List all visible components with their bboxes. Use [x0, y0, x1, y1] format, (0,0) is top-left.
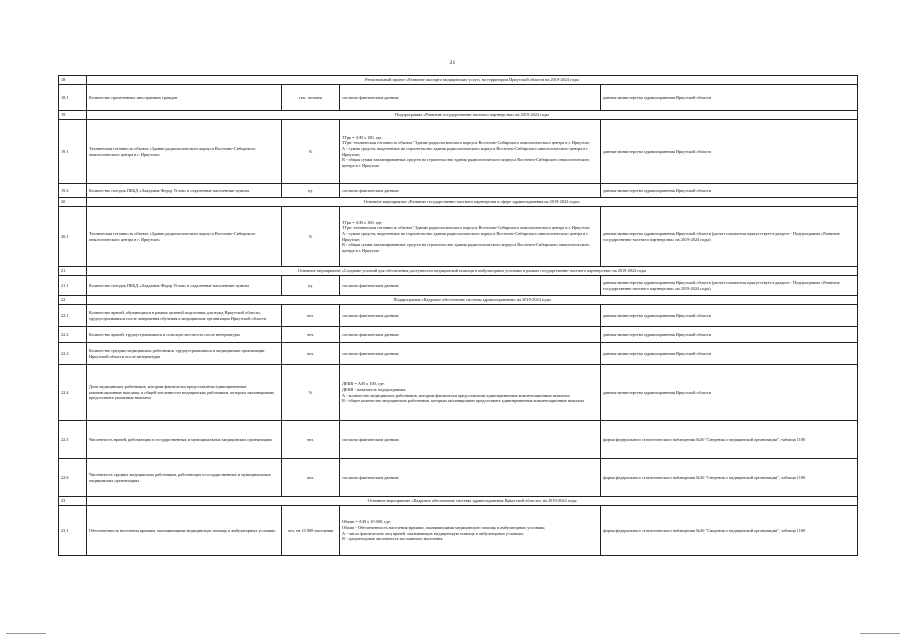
indicator-name: Численность средних медицинских работников, работающих в государственных и муниципальных медицинских организациях: [87, 459, 282, 497]
formula-line: ТГрк- техническая готовность объекта "Здание радиологического корпуса Восточно-Сибирского онкологического центра в г. Иркутске;: [342, 140, 591, 146]
formula-line: согласно фактическим данным: [342, 312, 399, 318]
formula-line: согласно фактическим данным: [342, 94, 399, 100]
unit-of-measure: чел.: [282, 305, 340, 327]
indicator-name: Количество пролеченных иностранных граждан: [87, 85, 282, 111]
indicator-table: [58, 75, 858, 556]
section-row: [59, 296, 858, 305]
data-source: форма федерального статистического наблюдения №30 "Сведения о медицинской организации", таблица 1100: [601, 506, 858, 556]
row-number: 19.2: [59, 184, 87, 198]
formula-line: Обамп - Обеспеченность населения врачами, оказывающими медицинскую помощь в амбулаторных условиях;: [342, 524, 546, 530]
page-number: 21: [449, 60, 456, 66]
section-title: Подпрограмма «Кадровое обеспечение системы здравоохранения» на 2019-2024 годы: [87, 296, 858, 305]
indicator-name: Количество поездок ПКБД «Академик Федор Углов» в отдаленные населенные пункты: [87, 276, 282, 296]
formula-line: согласно фактическим данным: [342, 282, 399, 288]
indicator-row: [59, 421, 858, 459]
section-row: [59, 497, 858, 506]
calculation-method: [340, 207, 601, 267]
section-title: Региональный проект «Развитие экспорта медицинских услуг» на территории Иркутской области на 2019-2024 годы: [87, 76, 858, 85]
row-number: 21.1: [59, 276, 87, 296]
formula-line: согласно фактическим данным: [342, 350, 399, 356]
row-number: 18.1: [59, 85, 87, 111]
section-row: [59, 76, 858, 85]
row-number: 21: [59, 267, 87, 276]
calculation-method: [340, 506, 601, 556]
indicator-row: [59, 305, 858, 327]
indicator-name: Количество средних медицинских работников, трудоустроившихся в медицинские организации Иркутской области после интернатуры: [87, 343, 282, 365]
unit-of-measure: %: [282, 207, 340, 267]
section-row: [59, 198, 858, 207]
indicator-name: Количество поездок ПКБД «Академик Федор Углов» в отдаленные населенные пункты: [87, 184, 282, 198]
formula-line: ТГрк = А/В х 100, где:: [342, 219, 383, 225]
unit-of-measure: ед.: [282, 184, 340, 198]
row-number: 22: [59, 296, 87, 305]
formula-line: ТГрк- техническая готовность объекта "Здание радиологического корпуса Восточно-Сибирского онкологического центра в г. Иркутске;: [342, 225, 591, 231]
row-number: 22.4: [59, 365, 87, 421]
calculation-method: [340, 305, 601, 327]
formula-line: В - общая сумма запланированных средств на строительство здания радиологического корпуса Восточно-Сибирского онкологического центра в г. Иркутске: [342, 157, 590, 168]
data-source: данные министерства здравоохранения Иркутской области: [601, 343, 858, 365]
unit-of-measure: %: [282, 120, 340, 184]
formula-line: В - общее количество медицинских работников, которым запланировано предоставить единовременные компенсационные выплаты: [342, 398, 584, 404]
indicator-row: [59, 276, 858, 296]
unit-of-measure: чел.: [282, 327, 340, 343]
formula-line: согласно фактическим данным: [342, 331, 399, 337]
indicator-row: [59, 506, 858, 556]
formula-line: А - сумма средств, выделенных на строительство здания радиологического корпуса Восточно-Сибирского онкологического центра в г. Иркутске;: [342, 145, 589, 157]
indicator-row: [59, 207, 858, 267]
indicator-name: Техническая готовность объекта «Здание радиологического корпуса Восточно-Сибирского онкологического центра в г. Иркутске»: [87, 120, 282, 184]
data-source: данные министерства здравоохранения Иркутской области (расчет показателя присутствует в разделе - Подпрограмма «Развитие государственно-частного партнерства» на 2019-2024 годы): [601, 276, 858, 296]
formula-line: ДЕКВ = А/В х 100, где:: [342, 381, 385, 387]
section-row: [59, 111, 858, 120]
formula-line: ДЕКВ - показатель подпрограммы;: [342, 386, 407, 392]
row-number: 23: [59, 497, 87, 506]
section-title: Основное мероприятие «Создание условий для обеспечения доступности медицинской помощи в амбулаторных условиях в рамках государственно-частного партнерства» на 2019-2024 годы: [87, 267, 858, 276]
formula-line: согласно фактическим данным: [342, 474, 399, 480]
scan-edge-mark: [6, 633, 46, 634]
indicator-row: [59, 459, 858, 497]
formula-line: согласно фактическим данным: [342, 187, 399, 193]
data-source: данные министерства здравоохранения Иркутской области (расчет показателя присутствует в разделе - Подпрограмма «Развитие государственно-частного партнерства» на 2019-2024 годы): [601, 207, 858, 267]
calculation-method: [340, 421, 601, 459]
row-number: 22.1: [59, 305, 87, 327]
indicator-name: Техническая готовность объекта «Здание радиологического корпуса Восточно-Сибирского онкологического центра в г. Иркутске»: [87, 207, 282, 267]
calculation-method: [340, 365, 601, 421]
calculation-method: [340, 459, 601, 497]
indicator-name: Доля медицинских работников, которым фактически предоставлены единовременные компенсационные выплаты, в общей численности медицинских работников, которым запланировано предоставить указанные выплаты: [87, 365, 282, 421]
indicator-name: Численность врачей, работающих в государственных и муниципальных медицинских организациях: [87, 421, 282, 459]
formula-line: А - число фактических лиц врачей, оказывающих медицинскую помощь в амбулаторных условиях;: [342, 530, 524, 536]
formula-line: А - сумма средств, выделенных на строительство здания радиологического корпуса Восточно-Сибирского онкологического центра в г. Иркутске;: [342, 230, 589, 242]
indicator-row: [59, 85, 858, 111]
row-number: 20.1: [59, 207, 87, 267]
data-source: данные министерства здравоохранения Иркутской области: [601, 85, 858, 111]
row-number: 20: [59, 198, 87, 207]
section-title: Основное мероприятие «Развитие государственно-частного партнерства в сфере здравоохранения на 2019-2022 годы»: [87, 198, 858, 207]
formula-line: В - среднегодовая численность постоянного населения: [342, 536, 443, 542]
calculation-method: [340, 327, 601, 343]
unit-of-measure: чел.: [282, 343, 340, 365]
indicator-name: Обеспеченность населения врачами, оказывающими медицинскую помощь в амбулаторных условиях: [87, 506, 282, 556]
indicator-table-body: [59, 76, 858, 556]
formula-line: согласно фактическим данным: [342, 436, 399, 442]
unit-of-measure: ед.: [282, 276, 340, 296]
calculation-method: [340, 276, 601, 296]
row-number: 22.6: [59, 459, 87, 497]
scan-edge-mark: [860, 633, 900, 634]
unit-of-measure: чел.: [282, 459, 340, 497]
row-number: 18: [59, 76, 87, 85]
indicator-name: Количество врачей, трудоустроившихся в сельскую местность после интернатуры: [87, 327, 282, 343]
indicator-row: [59, 120, 858, 184]
data-source: данные министерства здравоохранения Иркутской области: [601, 120, 858, 184]
data-source: форма федерального статистического наблюдения №30 "Сведения о медицинской организации", таблица 1100: [601, 421, 858, 459]
unit-of-measure: чел. на 10 000 населения: [282, 506, 340, 556]
formula-line: ТГрк = А/В х 100, где:: [342, 134, 383, 140]
indicator-row: [59, 365, 858, 421]
data-source: данные министерства здравоохранения Иркутской области: [601, 327, 858, 343]
unit-of-measure: %: [282, 365, 340, 421]
data-source: данные министерства здравоохранения Иркутской области: [601, 365, 858, 421]
data-source: данные министерства здравоохранения Иркутской области: [601, 305, 858, 327]
indicator-row: [59, 184, 858, 198]
row-number: 23.1: [59, 506, 87, 556]
calculation-method: [340, 85, 601, 111]
calculation-method: [340, 120, 601, 184]
unit-of-measure: чел.: [282, 421, 340, 459]
row-number: 19.1: [59, 120, 87, 184]
section-title: Основное мероприятие «Кадровое обеспечение системы здравоохранения Иркутской области» на 2019-2024 годы: [87, 497, 858, 506]
row-number: 19: [59, 111, 87, 120]
formula-line: В - общая сумма запланированных средств на строительство здания радиологического корпуса Восточно-Сибирского онкологического центра в г. Иркутске: [342, 242, 590, 253]
formula-line: Обамп = А/В х 10 000, где:: [342, 519, 392, 525]
row-number: 22.3: [59, 343, 87, 365]
calculation-method: [340, 343, 601, 365]
row-number: 22.5: [59, 421, 87, 459]
indicator-name: Количество врачей, обучающихся в рамках целевой подготовки для нужд Иркутской области, трудоустроившихся после завершения обучения в медицинские организации Иркутской области: [87, 305, 282, 327]
indicator-row: [59, 343, 858, 365]
data-source: форма федерального статистического наблюдения №30 "Сведения о медицинской организации", таблица 1100: [601, 459, 858, 497]
unit-of-measure: тыс. человек: [282, 85, 340, 111]
section-row: [59, 267, 858, 276]
formula-line: А - количество медицинских работников, которым фактически предоставлены единовременные компенсационные выплаты;: [342, 392, 571, 398]
row-number: 22.2: [59, 327, 87, 343]
calculation-method: [340, 184, 601, 198]
section-title: Подпрограмма «Развитие государственно-частного партнерства» на 2019-2024 годы: [87, 111, 858, 120]
data-source: данные министерства здравоохранения Иркутской области: [601, 184, 858, 198]
indicator-row: [59, 327, 858, 343]
